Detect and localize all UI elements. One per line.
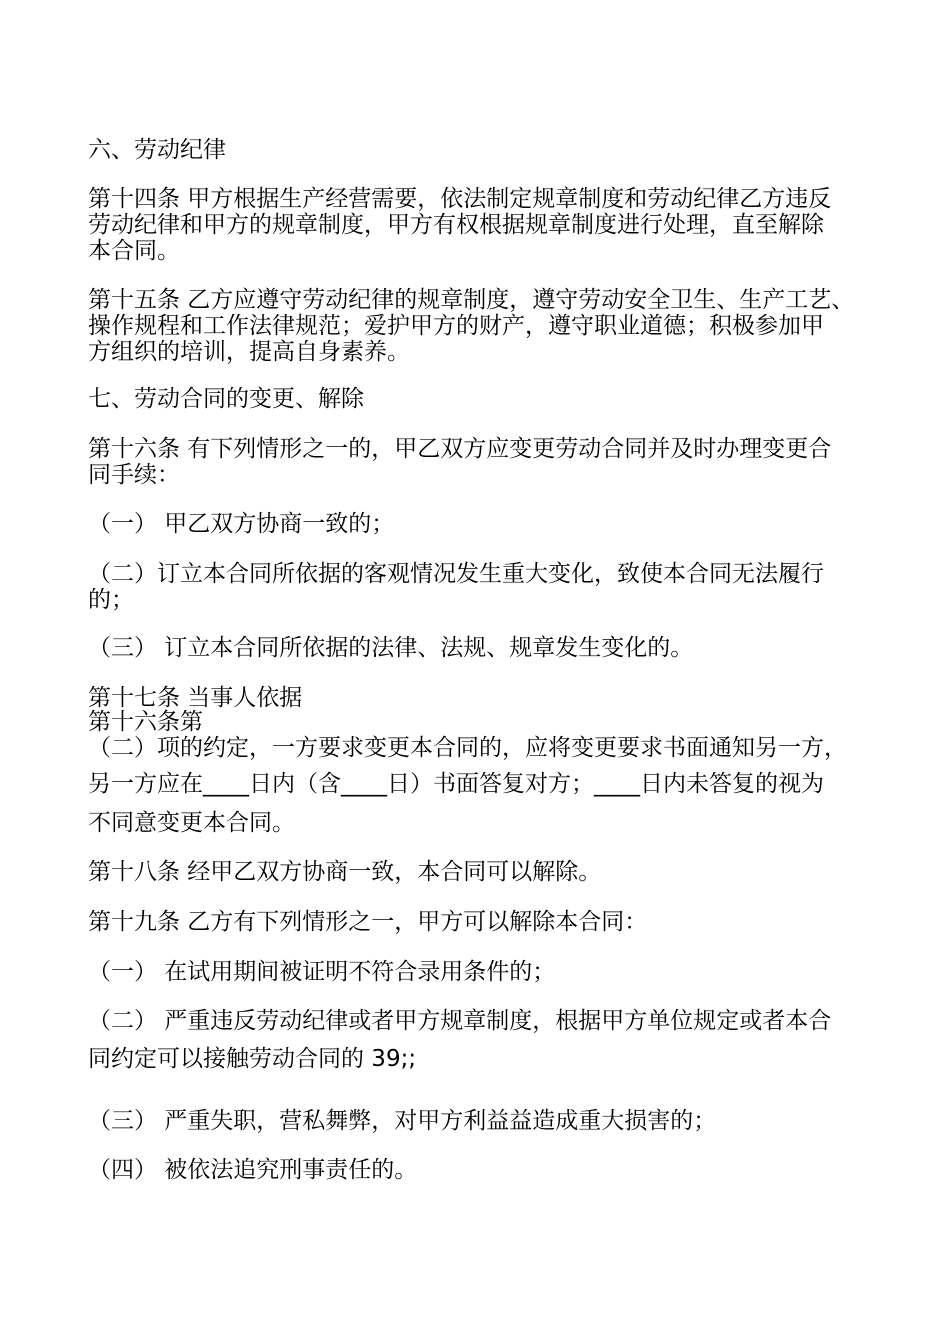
list-item: （二）订立本合同所依据的客观情况发生重大变化，致使本合同无法履行 — [88, 561, 824, 587]
article-17-line: （二）项的约定，一方要求变更本合同的，应将变更要求书面通知另一方， — [88, 735, 847, 761]
list-item: （一） 在试用期间被证明不符合录用条件的； — [88, 959, 556, 985]
article-16-line: 同手续： — [88, 462, 180, 488]
list-item: （四） 被依法追究刑事责任的。 — [88, 1157, 418, 1183]
article-17-line: 不同意变更本合同。 — [88, 810, 295, 836]
article-16-line: 第十六条 有下列情形之一的，甲乙双方应变更劳动合同并及时办理变更合 — [88, 436, 832, 462]
article-17-line: 第十六条第 — [88, 709, 203, 735]
list-item: 的； — [88, 587, 134, 613]
section-heading: 六、劳动纪律 — [88, 137, 226, 163]
list-item: （二） 严重违反劳动纪律或者甲方规章制度，根据甲方单位规定或者本合 — [88, 1008, 832, 1034]
article-17-line: 另一方应在____日内（含____日）书面答复对方；____日内未答复的视为 — [88, 771, 824, 797]
list-item: （一） 甲乙双方协商一致的； — [88, 511, 395, 537]
article-14-line: 本合同。 — [88, 238, 180, 264]
list-item: 同约定可以接触劳动合同的 39;; — [88, 1046, 417, 1072]
article-17-line: 第十七条 当事人依据 — [88, 685, 303, 711]
section-heading: 七、劳动合同的变更、解除 — [88, 386, 364, 412]
list-item: （三） 严重失职，营私舞弊，对甲方利益益造成重大损害的； — [88, 1108, 717, 1134]
article-18-line: 第十八条 经甲乙双方协商一致，本合同可以解除。 — [88, 859, 602, 885]
article-15-line: 方组织的培训，提高自身素养。 — [88, 339, 410, 365]
article-14-line: 劳动纪律和甲方的规章制度，甲方有权根据规章制度进行处理，直至解除 — [88, 212, 824, 238]
list-item: （三） 订立本合同所依据的法律、法规、规章发生变化的。 — [88, 635, 694, 661]
article-14-line: 第十四条 甲方根据生产经营需要，依法制定规章制度和劳动纪律乙方违反 — [88, 186, 832, 212]
article-15-line: 第十五条 乙方应遵守劳动纪律的规章制度，遵守劳动安全卫生、生产工艺、 — [88, 287, 855, 313]
article-15-line: 操作规程和工作法律规范；爱护甲方的财产，遵守职业道德；积极参加甲 — [88, 313, 824, 339]
article-19-line: 第十九条 乙方有下列情形之一，甲方可以解除本合同： — [88, 909, 648, 935]
